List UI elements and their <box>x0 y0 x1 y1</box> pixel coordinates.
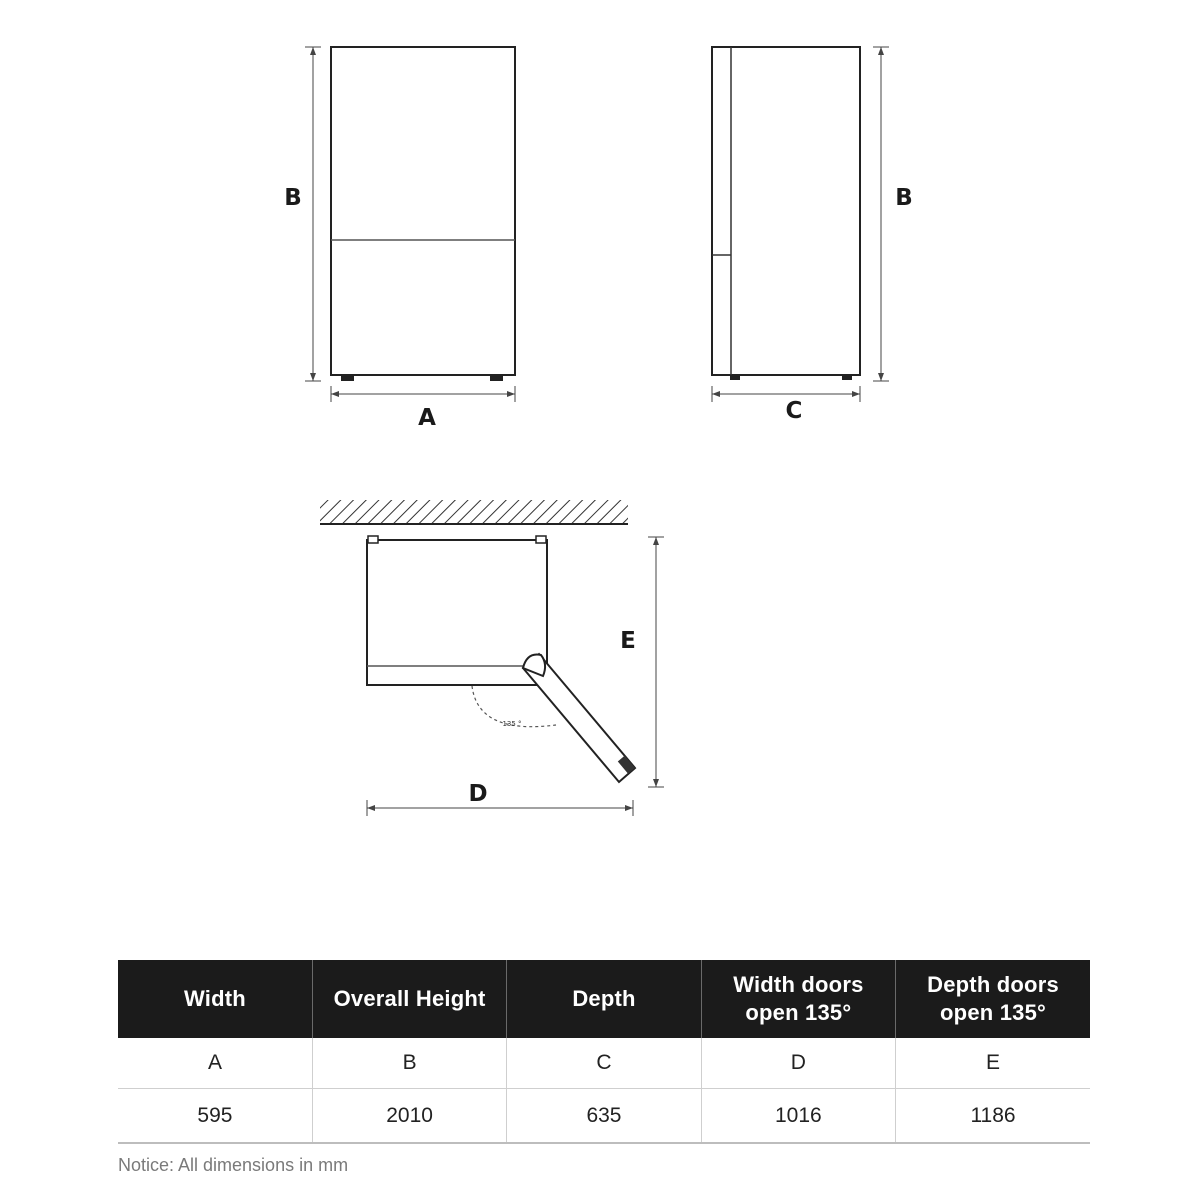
side-foot-right <box>842 375 852 380</box>
wall-hatch <box>320 500 628 524</box>
letter-cell: C <box>507 1038 701 1089</box>
value-cell: 635 <box>507 1089 701 1144</box>
dimensions-table <box>118 960 1090 1144</box>
dimensions-notice: Notice: All dimensions in mm <box>118 1155 349 1175</box>
letter-cell: B <box>312 1038 506 1089</box>
side-fridge-body <box>712 47 860 375</box>
letter-cell: D <box>701 1038 895 1089</box>
side-height-label: B <box>895 185 913 211</box>
header-overall-height: Overall Height <box>312 960 506 1038</box>
side-view <box>712 47 913 424</box>
width-open-dimension <box>367 800 633 816</box>
header-depth-doors-open: Depth doors open 135° <box>896 960 1090 1038</box>
value-cell: 595 <box>118 1089 312 1144</box>
side-height-dimension <box>873 47 889 381</box>
header-depth: Depth <box>507 960 701 1038</box>
width-open-label: D <box>468 781 488 807</box>
depth-open-dimension <box>648 537 664 787</box>
letter-cell: A <box>118 1038 312 1089</box>
letter-cell: E <box>896 1038 1090 1089</box>
open-door <box>523 654 635 782</box>
top-hinge-left <box>368 536 378 543</box>
value-cell: 1186 <box>896 1089 1090 1144</box>
side-depth-label: C <box>785 398 803 424</box>
header-width: Width <box>118 960 312 1038</box>
front-view <box>284 47 515 431</box>
top-fridge-body <box>367 540 547 685</box>
front-foot-left <box>341 375 354 381</box>
top-hinge-right <box>536 536 546 543</box>
front-height-dimension <box>305 47 321 381</box>
table-header-row <box>118 960 1090 1038</box>
value-cell: 1016 <box>701 1089 895 1144</box>
table-row-values <box>118 1089 1090 1144</box>
table-row-letters <box>118 1038 1090 1089</box>
side-foot-left <box>730 375 740 380</box>
top-view <box>320 500 664 816</box>
front-width-dimension <box>331 386 515 402</box>
front-fridge-body <box>331 47 515 375</box>
front-height-label: B <box>284 185 302 211</box>
header-width-doors-open: Width doors open 135° <box>701 960 895 1038</box>
front-width-label: A <box>418 405 436 431</box>
depth-open-label: E <box>620 628 636 654</box>
open-angle-label: 135 ° <box>502 720 522 728</box>
front-foot-right <box>490 375 503 381</box>
value-cell: 2010 <box>312 1089 506 1144</box>
